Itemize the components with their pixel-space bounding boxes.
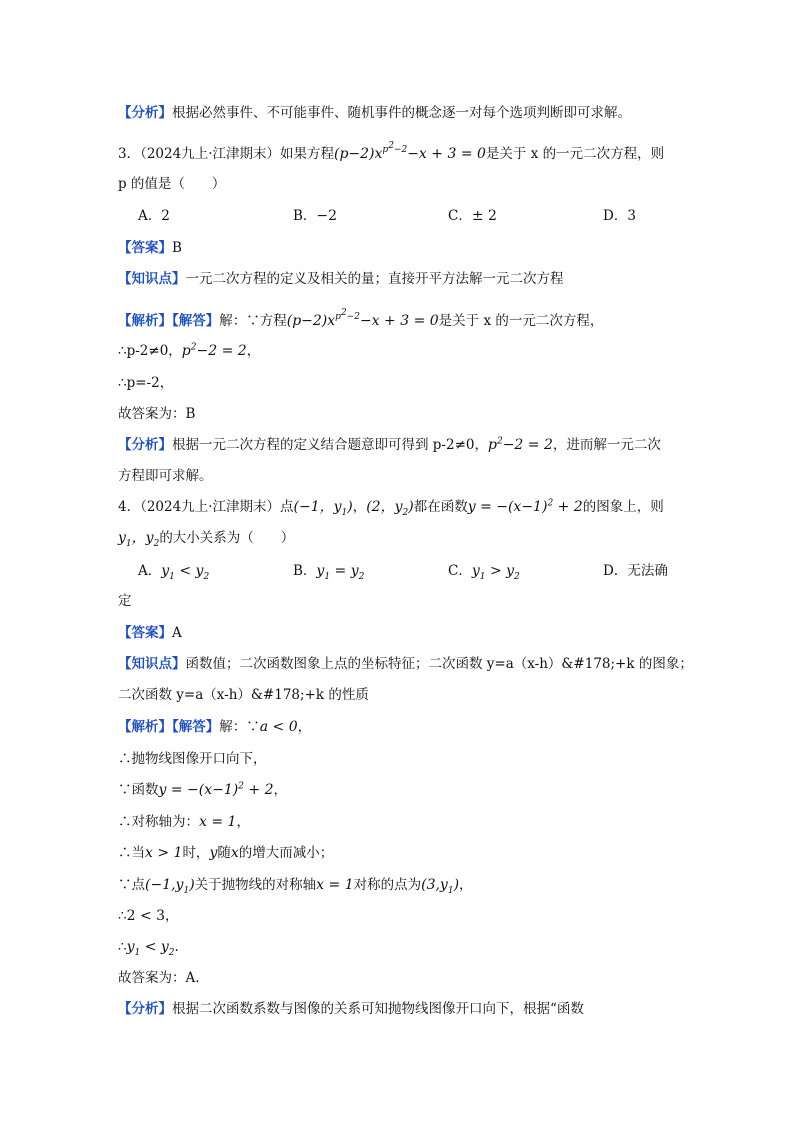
q3-answer-line — [118, 238, 694, 258]
q3-step-1: ∴p-2≠0，$p^2-2 = 2$， — [118, 342, 261, 359]
q3-sol-equation: $(p-2)x^{p^2-2}-x + 3 = 0$ — [286, 308, 439, 329]
q3-analysis-math: $p^2-2 = 2$ — [487, 436, 553, 453]
q3-stem-c: p 的值是（ ） — [118, 176, 226, 192]
tag-analysis: 【分析】 — [118, 105, 172, 121]
q4-analysis-line: 【分析】根据二次函数系数与图像的关系可知抛物线图像开口向下，根据“函数 — [118, 1001, 584, 1017]
q4-step-2: ∵函数$y = -(x-1)^2 + 2$， — [118, 781, 288, 798]
q3-solution-line — [118, 308, 694, 331]
q4-point-1: (−1，$y_1$) — [293, 499, 353, 518]
prev-analysis-text: 根据必然事件、不可能事件、随机事件的概念逐一对每个选项判断即可求解。 — [172, 105, 631, 121]
q3-final: 故答案为：B — [118, 406, 196, 422]
q3-stem-b: 是关于 x 的一元二次方程，则 — [485, 146, 665, 162]
q3-knowledge: 一元二次方程的定义及相关的量；直接开平方法解一元二次方程 — [185, 271, 564, 287]
q4-step-6: ∴2 < 3， — [118, 908, 179, 924]
q4-option-d: D．无法确 — [603, 563, 668, 579]
q3-option-c: C．± 2 — [448, 208, 497, 224]
tag-answer: 【答案】 — [118, 240, 172, 256]
q3-analysis-line-2: 方程即可求解。 — [118, 468, 213, 484]
q4-stem-line-2: $y_1$，$y_2$的大小关系为（ ） — [118, 530, 295, 549]
prev-analysis-line — [118, 103, 694, 123]
q3-sol-lead: 解：∵方程 — [219, 313, 287, 329]
q3-stem-line-1 — [118, 141, 694, 164]
q3-stem-a: 3．（2024九上·江津期末）如果方程 — [118, 146, 334, 162]
q4-answer: A — [172, 625, 182, 641]
q4-knowledge-line-1: 【知识点】函数值；二次函数图象上点的坐标特征；二次函数 y=a（x-h）&#178;+k 的图象； — [118, 656, 693, 672]
q4-step-4: ∴当x > 1时，y随x的增大而减小； — [118, 845, 334, 861]
q4-options — [118, 561, 694, 581]
q4-knowledge-line-2: 二次函数 y=a（x-h）&#178;+k 的性质 — [118, 687, 369, 703]
q3-step-2: ∴p=-2， — [118, 375, 174, 391]
q4-step-5: ∵点$(-1,y_1)$关于抛物线的对称轴x = 1对称的点为$(3,y_1)$， — [118, 877, 473, 896]
q4-answer-line: 【答案】A — [118, 625, 182, 641]
q4-function: $y = -(x-1)^2 + 2$ — [467, 498, 583, 515]
q3-stem-line-2 — [118, 174, 694, 194]
tag-explain: 【解答】 — [172, 313, 220, 329]
tag-knowledge: 【知识点】 — [118, 271, 186, 287]
q3-equation: $(p-2)x^{p^2-2}-x + 3 = 0$ — [334, 141, 486, 162]
q3-sol-tail: 是关于 x 的一元二次方程， — [438, 313, 604, 329]
q3-knowledge-line — [118, 269, 694, 289]
q4-step-1: ∴抛物线图像开口向下， — [118, 751, 267, 767]
q3-analysis-line-1: 【分析】根据一元二次方程的定义结合题意即可得到 p-2≠0，$p^2-2 = 2$，进而解一元二次 — [118, 436, 661, 453]
q3-answer: B — [172, 240, 182, 256]
q4-option-c: C．$y_1 > y_2$ — [448, 563, 520, 582]
tag-analysis: 【分析】 — [118, 437, 172, 453]
q3-option-d: D．3 — [603, 208, 636, 224]
q4-option-d-cont: 定 — [118, 593, 132, 609]
q4-step-3: ∴对称轴为：x = 1， — [118, 814, 250, 830]
q4-step-7: $\therefore y_1 < y_2$. — [118, 939, 179, 958]
q3-option-b: B．−2 — [293, 208, 338, 224]
q3-step1-math: $p^2-2 = 2$ — [181, 342, 247, 359]
q4-point-2: (2，$y_2$) — [366, 499, 414, 518]
q3-option-a: A．2 — [138, 208, 170, 224]
tag-solution: 【解析】 — [118, 313, 172, 329]
q3-options — [118, 206, 694, 226]
q4-final: 故答案为：A. — [118, 970, 200, 986]
q4-y1-y2: $y_1$，$y_2$ — [118, 530, 160, 549]
q4-solution-line: 【解析】【解答】解：∵a < 0， — [118, 719, 312, 735]
q4-option-b: B．$y_1 = y_2$ — [293, 563, 365, 582]
q4-option-a: A．$y_1 < y_2$ — [138, 563, 210, 582]
q4-stem-line-1: 4．（2024九上·江津期末）点(−1，$y_1$)，(2，$y_2$)都在函数$y = -(x-1)^2 + 2$的图象上，则 — [118, 498, 664, 518]
